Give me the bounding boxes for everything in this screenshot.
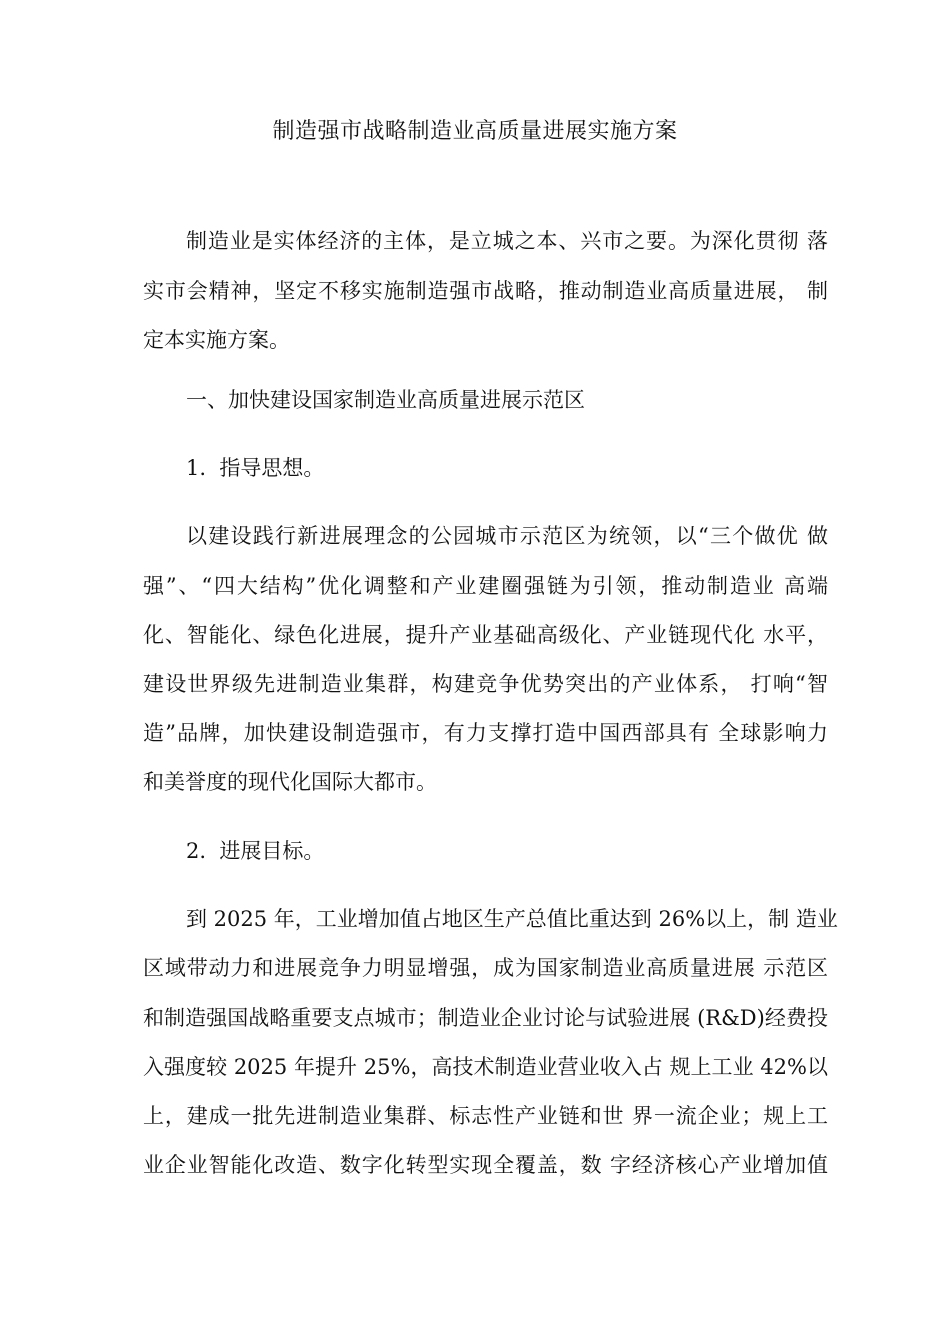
paragraph-line: 造”品牌，加快建设制造强市，有力支撑打造中国西部具有 全球影响力 [143, 721, 828, 745]
document-title: 制造强市战略制造业高质量进展实施方案 [272, 119, 678, 144]
paragraph-line: 实市会精神，坚定不移实施制造强市战略，推动制造业高质量进展， 制 [143, 279, 828, 303]
section-heading: 一、加快建设国家制造业高质量进展示范区 [186, 388, 585, 412]
paragraph-line: 强”、“四大结构”优化调整和产业建圈强链为引领，推动制造业 高端 [143, 574, 828, 598]
paragraph-line: 和制造强国战略重要支点城市；制造业企业讨论与试验进展 (R&D)经费投 [143, 1006, 828, 1030]
paragraph-line: 化、智能化、绿色化进展，提升产业基础高级化、产业链现代化 水平， [143, 623, 828, 647]
paragraph-line: 定本实施方案。 [143, 328, 290, 352]
paragraph-line: 制造业是实体经济的主体，是立城之本、兴市之要。为深化贯彻 落 [186, 229, 828, 253]
paragraph-line: 上，建成一批先进制造业集群、标志性产业链和世 界一流企业；规上工 [143, 1104, 828, 1128]
paragraph-line: 和美誉度的现代化国际大都市。 [143, 770, 437, 794]
paragraph-line: 入强度较 2025 年提升 25%，高技术制造业营业收入占 规上工业 42%以 [143, 1055, 828, 1079]
paragraph-line: 建设世界级先进制造业集群，构建竞争优势突出的产业体系， 打响“智 [143, 672, 828, 696]
paragraph-line: 区域带动力和进展竞争力明显增强，成为国家制造业高质量进展 示范区 [143, 956, 828, 980]
paragraph-line: 业企业智能化改造、数字化转型实现全覆盖，数 字经济核心产业增加值 [143, 1153, 828, 1177]
subsection-heading: 2. 进展目标。 [186, 839, 325, 863]
paragraph-line: 到 2025 年，工业增加值占地区生产总值比重达到 26%以上，制 造业 [186, 907, 838, 931]
subsection-heading: 1. 指导思想。 [186, 456, 325, 480]
paragraph-line: 以建设践行新进展理念的公园城市示范区为统领，以“三个做优 做 [186, 524, 828, 548]
